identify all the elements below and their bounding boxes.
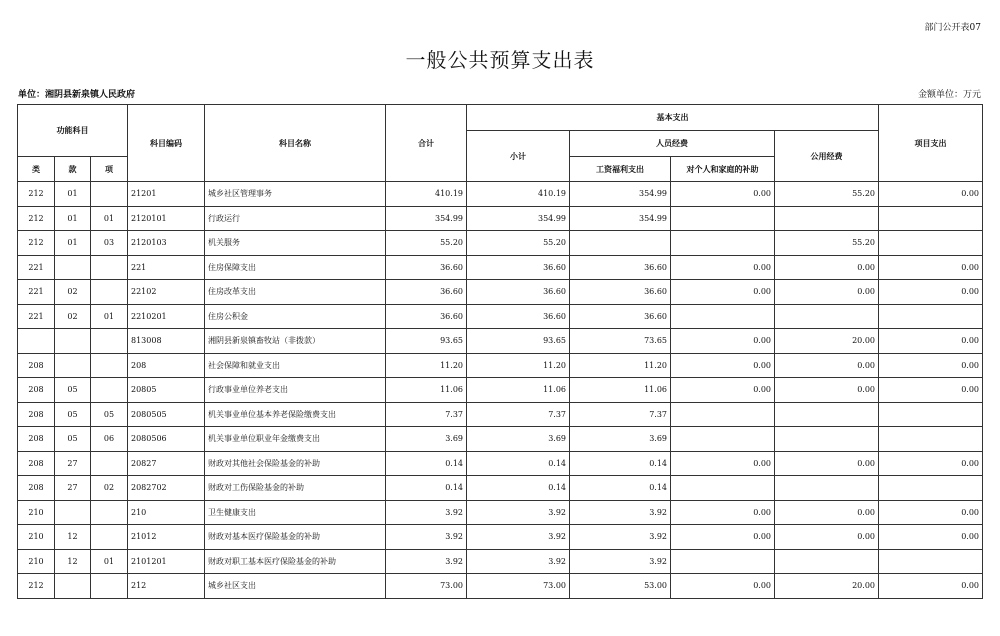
cell-code: 2210201 — [128, 304, 205, 329]
cell-code: 2120103 — [128, 231, 205, 256]
cell-salary: 354.99 — [570, 182, 671, 207]
cell-code: 21012 — [128, 525, 205, 550]
cell-kuan: 01 — [55, 231, 91, 256]
cell-xiang — [91, 280, 128, 305]
cell-code: 2080505 — [128, 402, 205, 427]
cell-salary: 3.69 — [570, 427, 671, 452]
cell-xiang: 05 — [91, 402, 128, 427]
cell-project: 0.00 — [879, 500, 983, 525]
cell-code: 20805 — [128, 378, 205, 403]
table-row — [18, 206, 983, 231]
cell-kuan: 12 — [55, 525, 91, 550]
cell-xiang: 06 — [91, 427, 128, 452]
cell-total: 11.06 — [386, 378, 467, 403]
cell-public — [775, 427, 879, 452]
cell-lei: 208 — [18, 353, 55, 378]
cell-lei: 221 — [18, 304, 55, 329]
cell-total: 0.14 — [386, 451, 467, 476]
cell-name: 机关事业单位基本养老保险缴费支出 — [205, 402, 386, 427]
cell-code: 813008 — [128, 329, 205, 354]
cell-project: 0.00 — [879, 280, 983, 305]
cell-subsidy — [671, 476, 775, 501]
cell-project — [879, 476, 983, 501]
cell-name: 社会保障和就业支出 — [205, 353, 386, 378]
cell-public: 0.00 — [775, 378, 879, 403]
cell-subtotal: 55.20 — [467, 231, 570, 256]
header-subject-name: 科目名称 — [205, 105, 386, 182]
cell-salary: 36.60 — [570, 255, 671, 280]
cell-subsidy — [671, 206, 775, 231]
cell-public: 0.00 — [775, 500, 879, 525]
cell-name: 行政事业单位养老支出 — [205, 378, 386, 403]
cell-salary — [570, 231, 671, 256]
cell-salary: 3.92 — [570, 549, 671, 574]
header-row-1 — [18, 105, 983, 131]
cell-public — [775, 402, 879, 427]
cell-kuan: 05 — [55, 427, 91, 452]
cell-lei: 210 — [18, 549, 55, 574]
cell-lei: 212 — [18, 182, 55, 207]
cell-public: 20.00 — [775, 574, 879, 599]
cell-public — [775, 304, 879, 329]
cell-subtotal: 7.37 — [467, 402, 570, 427]
header-public: 公用经费 — [775, 131, 879, 182]
cell-xiang: 02 — [91, 476, 128, 501]
cell-total: 3.92 — [386, 549, 467, 574]
cell-name: 财政对职工基本医疗保险基金的补助 — [205, 549, 386, 574]
cell-lei: 208 — [18, 378, 55, 403]
cell-code: 210 — [128, 500, 205, 525]
cell-name: 机关服务 — [205, 231, 386, 256]
cell-salary: 36.60 — [570, 280, 671, 305]
cell-lei: 210 — [18, 525, 55, 550]
cell-salary: 3.92 — [570, 525, 671, 550]
cell-total: 55.20 — [386, 231, 467, 256]
table-row — [18, 476, 983, 501]
cell-salary: 0.14 — [570, 451, 671, 476]
cell-lei — [18, 329, 55, 354]
cell-project: 0.00 — [879, 329, 983, 354]
cell-subtotal: 3.92 — [467, 500, 570, 525]
unit-label: 单位：湘阴县新泉镇人民政府 — [18, 90, 136, 100]
header-subject-code: 科目编码 — [128, 105, 205, 182]
cell-xiang — [91, 525, 128, 550]
cell-subsidy: 0.00 — [671, 500, 775, 525]
cell-subtotal: 0.14 — [467, 451, 570, 476]
cell-kuan: 05 — [55, 378, 91, 403]
budget-table — [17, 104, 983, 599]
cell-code: 2080506 — [128, 427, 205, 452]
table-row — [18, 329, 983, 354]
cell-name: 城乡社区管理事务 — [205, 182, 386, 207]
cell-public: 0.00 — [775, 280, 879, 305]
cell-total: 93.65 — [386, 329, 467, 354]
header-xiang: 项 — [91, 157, 128, 182]
header-basic: 基本支出 — [467, 105, 879, 131]
cell-name: 住房改革支出 — [205, 280, 386, 305]
cell-total: 11.20 — [386, 353, 467, 378]
cell-salary: 53.00 — [570, 574, 671, 599]
cell-kuan: 27 — [55, 476, 91, 501]
cell-xiang — [91, 451, 128, 476]
cell-name: 卫生健康支出 — [205, 500, 386, 525]
cell-subtotal: 36.60 — [467, 255, 570, 280]
cell-subtotal: 11.20 — [467, 353, 570, 378]
cell-project: 0.00 — [879, 182, 983, 207]
table-body — [18, 182, 983, 599]
cell-xiang — [91, 500, 128, 525]
table-row — [18, 500, 983, 525]
cell-subtotal: 11.06 — [467, 378, 570, 403]
cell-project: 0.00 — [879, 378, 983, 403]
cell-name: 财政对其他社会保险基金的补助 — [205, 451, 386, 476]
cell-salary: 11.06 — [570, 378, 671, 403]
cell-salary: 354.99 — [570, 206, 671, 231]
cell-code: 21201 — [128, 182, 205, 207]
cell-xiang — [91, 353, 128, 378]
cell-total: 36.60 — [386, 280, 467, 305]
cell-project: 0.00 — [879, 451, 983, 476]
cell-xiang — [91, 378, 128, 403]
cell-total: 7.37 — [386, 402, 467, 427]
cell-total: 410.19 — [386, 182, 467, 207]
cell-name: 城乡社区支出 — [205, 574, 386, 599]
cell-kuan: 01 — [55, 182, 91, 207]
cell-public: 0.00 — [775, 255, 879, 280]
cell-total: 0.14 — [386, 476, 467, 501]
cell-subsidy: 0.00 — [671, 255, 775, 280]
cell-kuan — [55, 574, 91, 599]
cell-subsidy — [671, 427, 775, 452]
cell-kuan: 12 — [55, 549, 91, 574]
header-project: 项目支出 — [879, 105, 983, 182]
header-kuan: 款 — [55, 157, 91, 182]
cell-public: 20.00 — [775, 329, 879, 354]
cell-name: 住房保障支出 — [205, 255, 386, 280]
header-total: 合计 — [386, 105, 467, 182]
cell-subtotal: 3.69 — [467, 427, 570, 452]
cell-lei: 221 — [18, 280, 55, 305]
cell-public: 0.00 — [775, 525, 879, 550]
cell-public: 0.00 — [775, 451, 879, 476]
page-title: 一般公共预算支出表 — [405, 48, 595, 72]
cell-xiang: 03 — [91, 231, 128, 256]
cell-kuan — [55, 353, 91, 378]
header-personnel: 人员经费 — [570, 131, 775, 157]
cell-subsidy: 0.00 — [671, 329, 775, 354]
cell-kuan — [55, 500, 91, 525]
cell-project: 0.00 — [879, 525, 983, 550]
cell-code: 2120101 — [128, 206, 205, 231]
cell-subsidy: 0.00 — [671, 353, 775, 378]
cell-lei: 212 — [18, 231, 55, 256]
cell-subtotal: 410.19 — [467, 182, 570, 207]
cell-kuan — [55, 255, 91, 280]
cell-code: 20827 — [128, 451, 205, 476]
cell-salary: 7.37 — [570, 402, 671, 427]
cell-subsidy: 0.00 — [671, 378, 775, 403]
cell-lei: 212 — [18, 206, 55, 231]
cell-lei: 212 — [18, 574, 55, 599]
cell-total: 73.00 — [386, 574, 467, 599]
cell-project: 0.00 — [879, 574, 983, 599]
cell-public — [775, 549, 879, 574]
cell-name: 财政对基本医疗保险基金的补助 — [205, 525, 386, 550]
cell-name: 行政运行 — [205, 206, 386, 231]
cell-project — [879, 231, 983, 256]
cell-kuan: 02 — [55, 280, 91, 305]
cell-code: 2101201 — [128, 549, 205, 574]
cell-subtotal: 36.60 — [467, 280, 570, 305]
table-row — [18, 182, 983, 207]
cell-lei: 210 — [18, 500, 55, 525]
header-subsidy: 对个人和家庭的补助 — [671, 157, 775, 182]
cell-subsidy: 0.00 — [671, 525, 775, 550]
cell-kuan: 05 — [55, 402, 91, 427]
cell-total: 354.99 — [386, 206, 467, 231]
cell-salary: 0.14 — [570, 476, 671, 501]
cell-code: 22102 — [128, 280, 205, 305]
header-func-subject: 功能科目 — [18, 105, 128, 157]
cell-project: 0.00 — [879, 255, 983, 280]
cell-subsidy: 0.00 — [671, 280, 775, 305]
table-row — [18, 353, 983, 378]
cell-public: 0.00 — [775, 353, 879, 378]
cell-subtotal: 36.60 — [467, 304, 570, 329]
cell-project — [879, 427, 983, 452]
cell-xiang — [91, 329, 128, 354]
cell-public — [775, 476, 879, 501]
cell-total: 3.69 — [386, 427, 467, 452]
cell-total: 3.92 — [386, 500, 467, 525]
cell-code: 208 — [128, 353, 205, 378]
cell-subtotal: 93.65 — [467, 329, 570, 354]
cell-total: 3.92 — [386, 525, 467, 550]
table-number-label: 部门公开表07 — [924, 23, 981, 33]
table-row — [18, 525, 983, 550]
cell-code: 221 — [128, 255, 205, 280]
cell-xiang: 01 — [91, 304, 128, 329]
cell-subsidy: 0.00 — [671, 451, 775, 476]
table-row — [18, 231, 983, 256]
table-row — [18, 255, 983, 280]
cell-subtotal: 3.92 — [467, 549, 570, 574]
cell-code: 212 — [128, 574, 205, 599]
cell-kuan — [55, 329, 91, 354]
cell-lei: 221 — [18, 255, 55, 280]
cell-name: 机关事业单位职业年金缴费支出 — [205, 427, 386, 452]
header-subtotal: 小计 — [467, 131, 570, 182]
cell-lei: 208 — [18, 451, 55, 476]
cell-subsidy — [671, 231, 775, 256]
cell-name: 财政对工伤保险基金的补助 — [205, 476, 386, 501]
cell-xiang: 01 — [91, 549, 128, 574]
cell-subsidy — [671, 402, 775, 427]
cell-subsidy: 0.00 — [671, 182, 775, 207]
table-row — [18, 280, 983, 305]
cell-subtotal: 0.14 — [467, 476, 570, 501]
table-row — [18, 451, 983, 476]
cell-code: 2082702 — [128, 476, 205, 501]
cell-xiang — [91, 255, 128, 280]
cell-project — [879, 549, 983, 574]
cell-public: 55.20 — [775, 182, 879, 207]
table-row — [18, 378, 983, 403]
cell-xiang — [91, 574, 128, 599]
cell-kuan: 02 — [55, 304, 91, 329]
cell-public — [775, 206, 879, 231]
cell-project: 0.00 — [879, 353, 983, 378]
cell-salary: 73.65 — [570, 329, 671, 354]
cell-kuan: 27 — [55, 451, 91, 476]
cell-lei: 208 — [18, 402, 55, 427]
cell-subtotal: 3.92 — [467, 525, 570, 550]
cell-name: 住房公积金 — [205, 304, 386, 329]
cell-lei: 208 — [18, 427, 55, 452]
table-row — [18, 549, 983, 574]
cell-kuan: 01 — [55, 206, 91, 231]
cell-subtotal: 354.99 — [467, 206, 570, 231]
cell-salary: 3.92 — [570, 500, 671, 525]
cell-subsidy — [671, 549, 775, 574]
cell-xiang: 01 — [91, 206, 128, 231]
cell-total: 36.60 — [386, 255, 467, 280]
cell-xiang — [91, 182, 128, 207]
cell-total: 36.60 — [386, 304, 467, 329]
cell-public: 55.20 — [775, 231, 879, 256]
table-row — [18, 574, 983, 599]
table-row — [18, 427, 983, 452]
cell-salary: 36.60 — [570, 304, 671, 329]
cell-name: 湘阴县新泉镇畜牧站（非拨款） — [205, 329, 386, 354]
cell-salary: 11.20 — [570, 353, 671, 378]
cell-project — [879, 206, 983, 231]
cell-subsidy — [671, 304, 775, 329]
cell-subtotal: 73.00 — [467, 574, 570, 599]
currency-unit-label: 金额单位：万元 — [917, 90, 981, 100]
table-row — [18, 402, 983, 427]
header-salary: 工资福利支出 — [570, 157, 671, 182]
cell-project — [879, 304, 983, 329]
cell-project — [879, 402, 983, 427]
header-lei: 类 — [18, 157, 55, 182]
cell-subsidy: 0.00 — [671, 574, 775, 599]
table-row — [18, 304, 983, 329]
cell-lei: 208 — [18, 476, 55, 501]
